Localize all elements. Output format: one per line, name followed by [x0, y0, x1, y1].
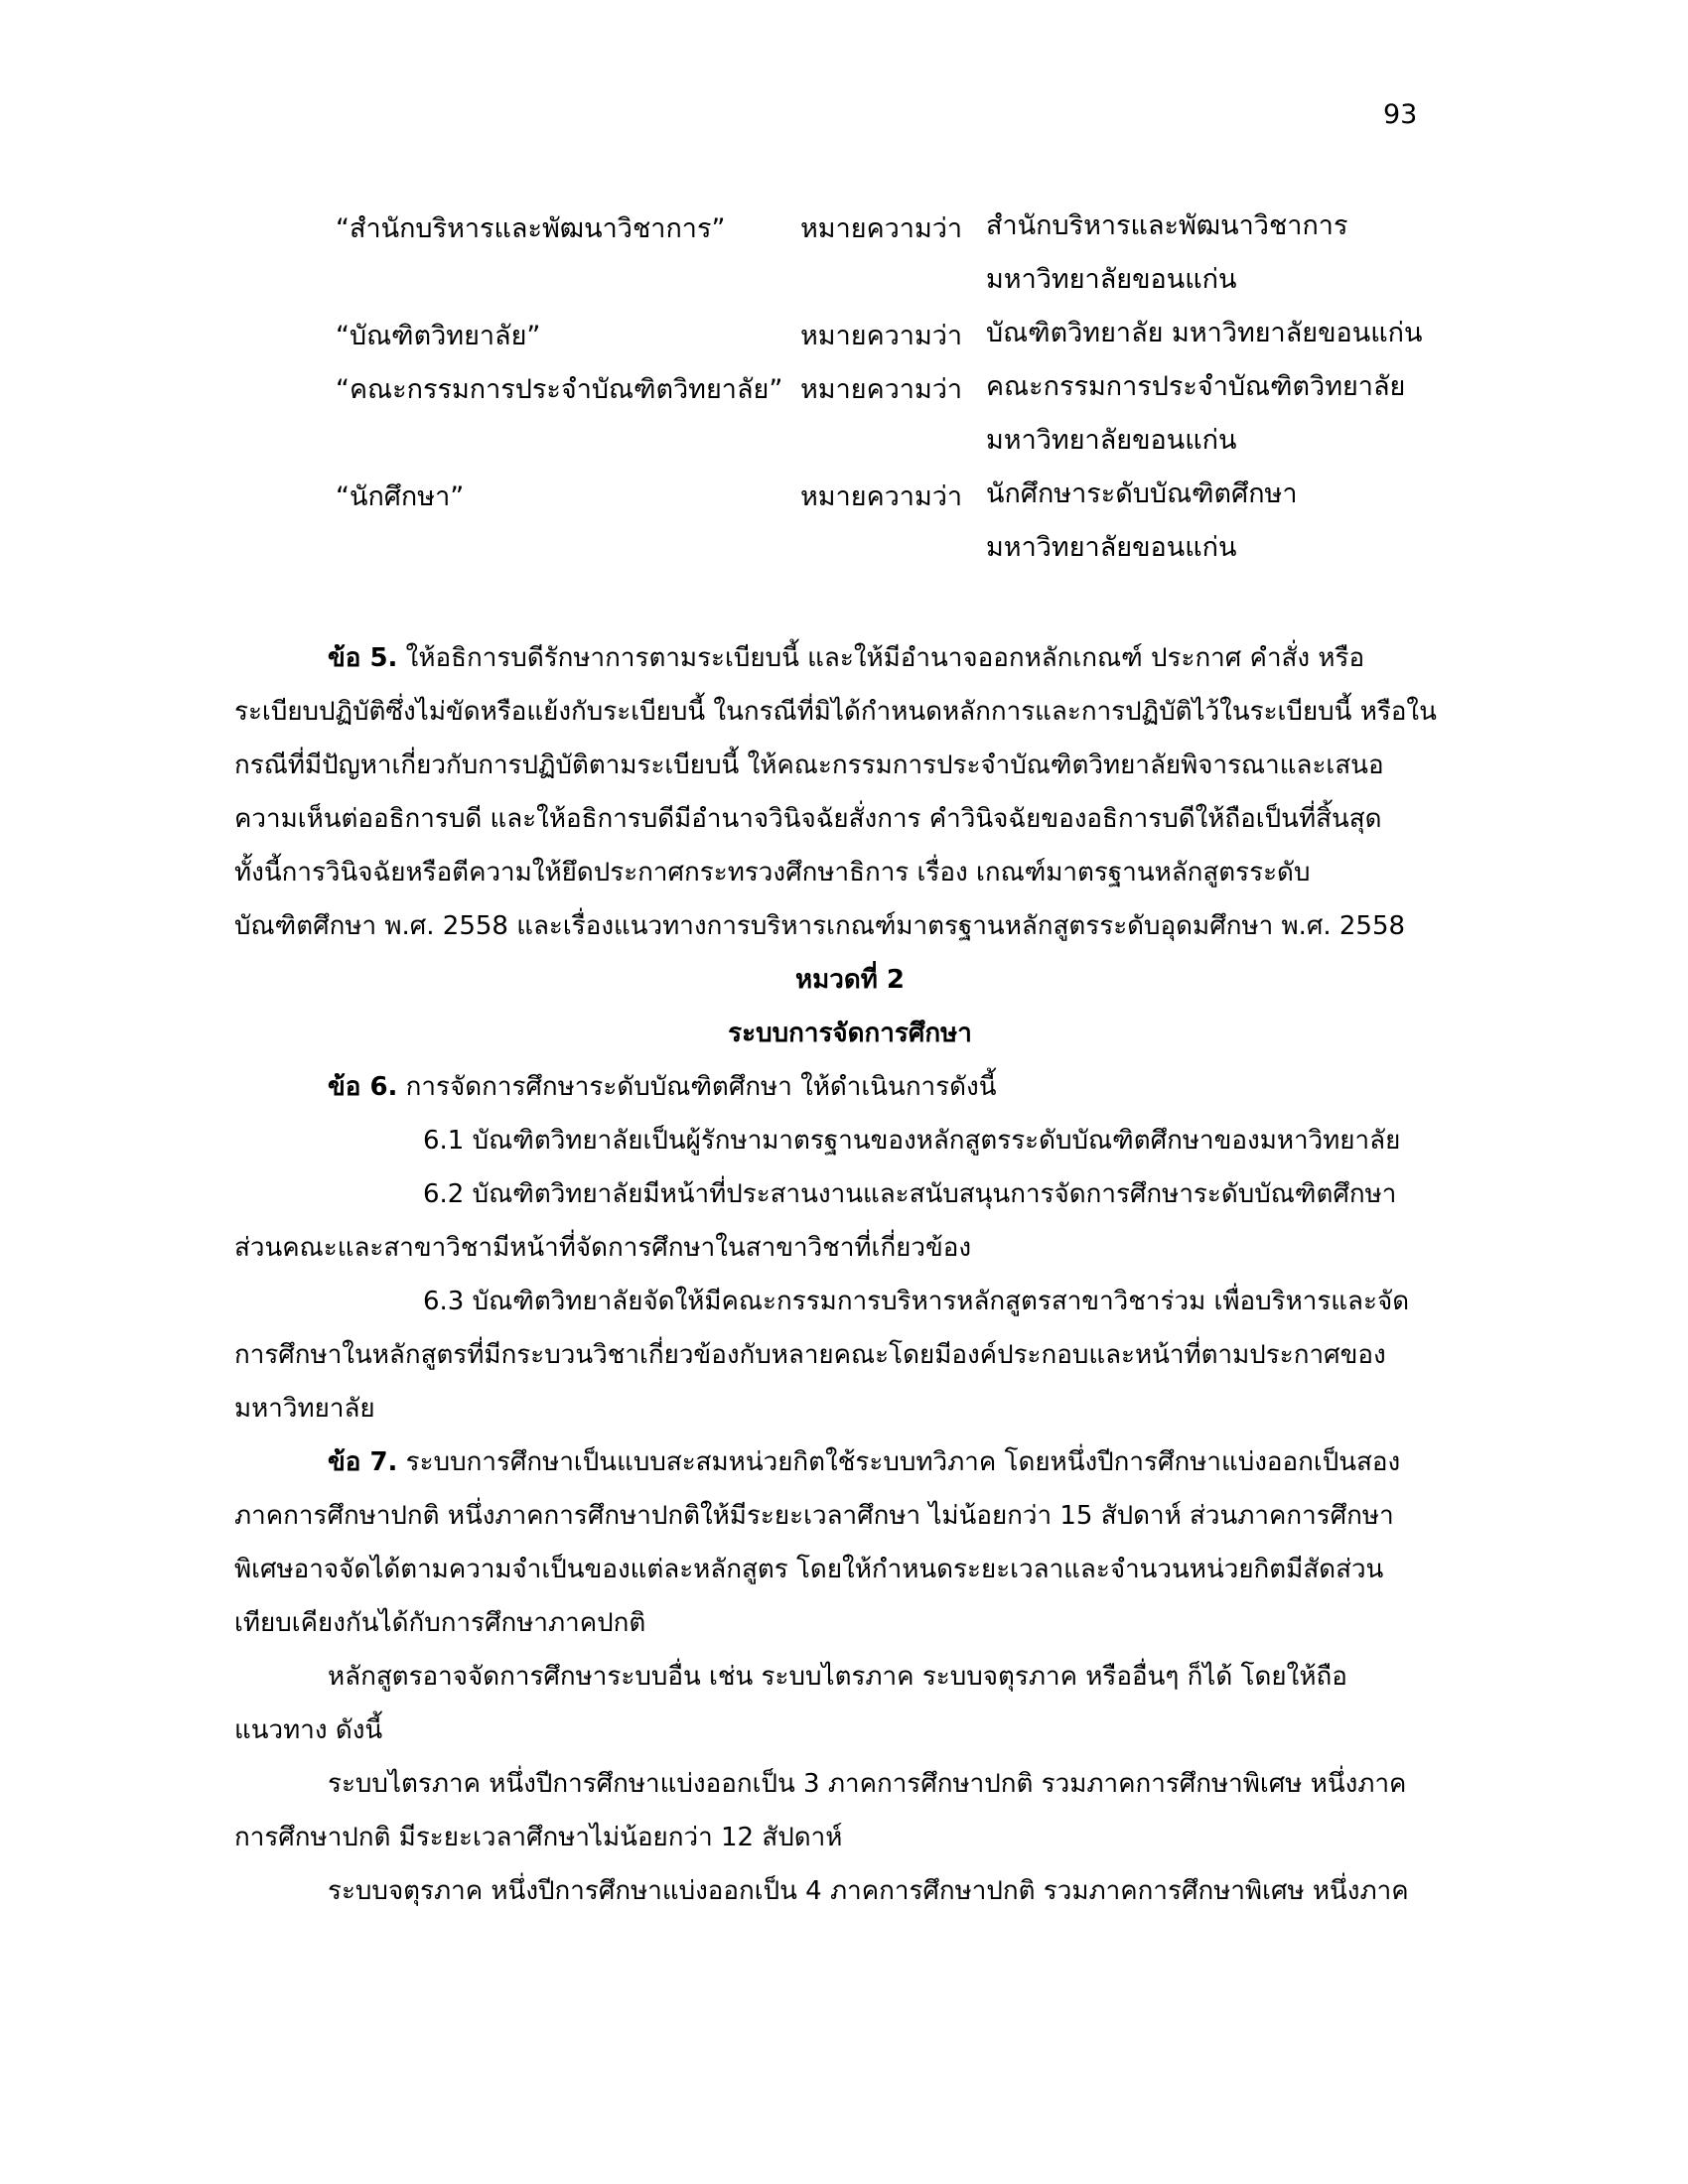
clause-5-line: [234, 631, 1466, 685]
definition-description: [986, 475, 1463, 582]
definition-row: [0, 206, 1688, 314]
clause-6-intro: [234, 1060, 1466, 1114]
clause-7-line: [234, 1435, 1466, 1489]
definition-description: [986, 367, 1463, 475]
clause-5-line: ระเบียบปฏิบัติซึ่งไม่ขัดหรือแย้งกับระเบียบนี้ ในกรณีที่มิได้กำหนดหลักการและการปฏิบัติไว้ในระเบียบนี้ หรือใน: [234, 697, 1437, 727]
body-text: [234, 631, 1466, 1918]
definition-row: [0, 367, 1688, 475]
definition-description: [986, 206, 1463, 314]
definition-term: “คณะกรรมการประจำบัณฑิตวิทยาลัย”: [336, 374, 783, 405]
clause-7-line: เทียบเคียงกันได้กับการศึกษาภาคปกติ: [234, 1608, 646, 1638]
page-number: 93: [1383, 99, 1418, 130]
clause-6-item-2: ส่วนคณะและสาขาวิชามีหน้าที่จัดการศึกษาในสาขาวิชาที่เกี่ยวข้อง: [234, 1233, 972, 1263]
clause-5-text: ให้อธิการบดีรักษาการตามระเบียบนี้ และให้มีอำนาจออกหลักเกณฑ์ ประกาศ คำสั่ง หรือ: [397, 643, 1365, 673]
definition-means: หมายความว่า: [800, 374, 963, 405]
definition-desc-line: นักศึกษาระดับบัณฑิตศึกษา: [986, 478, 1298, 509]
clause-5-label: ข้อ 5.: [328, 643, 398, 673]
other-systems-line: แนวทาง ดังนี้: [234, 1715, 383, 1745]
chapter-number: หมวดที่ 2: [794, 965, 906, 995]
clause-6-item-3: 6.3 บัณฑิตวิทยาลัยจัดให้มีคณะกรรมการบริหารหลักสูตรสาขาวิชาร่วม เพื่อบริหารและจัด: [423, 1287, 1410, 1316]
clause-5-line: ความเห็นต่ออธิการบดี และให้อธิการบดีมีอำนาจวินิจฉัยสั่งการ คำวินิจฉัยของอธิการบดีให้ถือเป็นที่สิ้นสุด: [234, 804, 1382, 834]
definition-term: “นักศึกษา”: [336, 481, 465, 512]
definition-desc-line: มหาวิทยาลัยขอนแก่น: [986, 532, 1237, 563]
definition-row: [0, 314, 1688, 367]
clause-7-label: ข้อ 7.: [328, 1447, 398, 1477]
clause-6-item-3: มหาวิทยาลัย: [234, 1394, 375, 1424]
definition-term: “บัณฑิตวิทยาลัย”: [336, 321, 541, 351]
definition-means: หมายความว่า: [800, 481, 963, 512]
clause-5-line: กรณีที่มีปัญหาเกี่ยวกับการปฏิบัติตามระเบียบนี้ ให้คณะกรรมการประจำบัณฑิตวิทยาลัยพิจารณาและเสนอ: [234, 751, 1384, 780]
definition-term: “สำนักบริหารและพัฒนาวิชาการ”: [336, 213, 726, 244]
clause-6-text: การจัดการศึกษาระดับบัณฑิตศึกษา ให้ดำเนินการดังนี้: [397, 1072, 997, 1102]
clause-5-line: ทั้งนี้การวินิจฉัยหรือตีความให้ยึดประกาศกระทรวงศึกษาธิการ เรื่อง เกณฑ์มาตรฐานหลักสูตรระดับ: [234, 858, 1311, 887]
definition-means: หมายความว่า: [800, 321, 963, 351]
clause-5-line: บัณฑิตศึกษา พ.ศ. 2558 และเรื่องแนวทางการบริหารเกณฑ์มาตรฐานหลักสูตรระดับอุดมศึกษา พ.ศ. 2558: [234, 911, 1406, 941]
chapter-title: ระบบการจัดการศึกษา: [728, 1019, 972, 1048]
definition-means: หมายความว่า: [800, 213, 963, 244]
clause-7-line: พิเศษอาจจัดได้ตามความจำเป็นของแต่ละหลักสูตร โดยให้กำหนดระยะเวลาและจำนวนหน่วยกิตมีสัดส่วน: [234, 1555, 1384, 1584]
clause-6-label: ข้อ 6.: [328, 1072, 398, 1102]
clause-6-item-1: 6.1 บัณฑิตวิทยาลัยเป็นผู้รักษามาตรฐานของหลักสูตรระดับบัณฑิตศึกษาของมหาวิทยาลัย: [423, 1126, 1401, 1156]
trimester-line: ระบบไตรภาค หนึ่งปีการศึกษาแบ่งออกเป็น 3 ภาคการศึกษาปกติ รวมภาคการศึกษาพิเศษ หนึ่งภาค: [328, 1769, 1407, 1799]
definition-desc-line: มหาวิทยาลัยขอนแก่น: [986, 425, 1237, 456]
definitions-list: [0, 206, 1688, 582]
clause-7-text: ระบบการศึกษาเป็นแบบสะสมหน่วยกิตใช้ระบบทวิภาค โดยหนึ่งปีการศึกษาแบ่งออกเป็นสอง: [397, 1447, 1401, 1477]
definition-desc-line: สำนักบริหารและพัฒนาวิชาการ: [986, 210, 1348, 241]
definition-row: [0, 475, 1688, 582]
quadmester-line: ระบบจตุรภาค หนึ่งปีการศึกษาแบ่งออกเป็น 4 ภาคการศึกษาปกติ รวมภาคการศึกษาพิเศษ หนึ่งภาค: [328, 1876, 1409, 1906]
trimester-line: การศึกษาปกติ มีระยะเวลาศึกษาไม่น้อยกว่า 12 สัปดาห์: [234, 1823, 843, 1852]
definition-desc-line: คณะกรรมการประจำบัณฑิตวิทยาลัย: [986, 371, 1406, 402]
definition-description: [986, 314, 1463, 367]
other-systems-line: หลักสูตรอาจจัดการศึกษาระบบอื่น เช่น ระบบไตรภาค ระบบจตุรภาค หรืออื่นๆ ก็ได้ โดยให้ถือ: [328, 1662, 1347, 1692]
clause-6-item-3: การศึกษาในหลักสูตรที่มีกระบวนวิชาเกี่ยวข้องกับหลายคณะโดยมีองค์ประกอบและหน้าที่ตามประกาศของ: [234, 1340, 1386, 1370]
definition-desc-line: มหาวิทยาลัยขอนแก่น: [986, 264, 1237, 295]
definition-desc-line: บัณฑิตวิทยาลัย มหาวิทยาลัยขอนแก่น: [986, 318, 1423, 348]
clause-7-line: ภาคการศึกษาปกติ หนึ่งภาคการศึกษาปกติให้มีระยะเวลาศึกษา ไม่น้อยกว่า 15 สัปดาห์ ส่วนภาคการศึกษา: [234, 1501, 1394, 1531]
clause-6-item-2: 6.2 บัณฑิตวิทยาลัยมีหน้าที่ประสานงานและสนับสนุนการจัดการศึกษาระดับบัณฑิตศึกษา: [423, 1179, 1397, 1209]
